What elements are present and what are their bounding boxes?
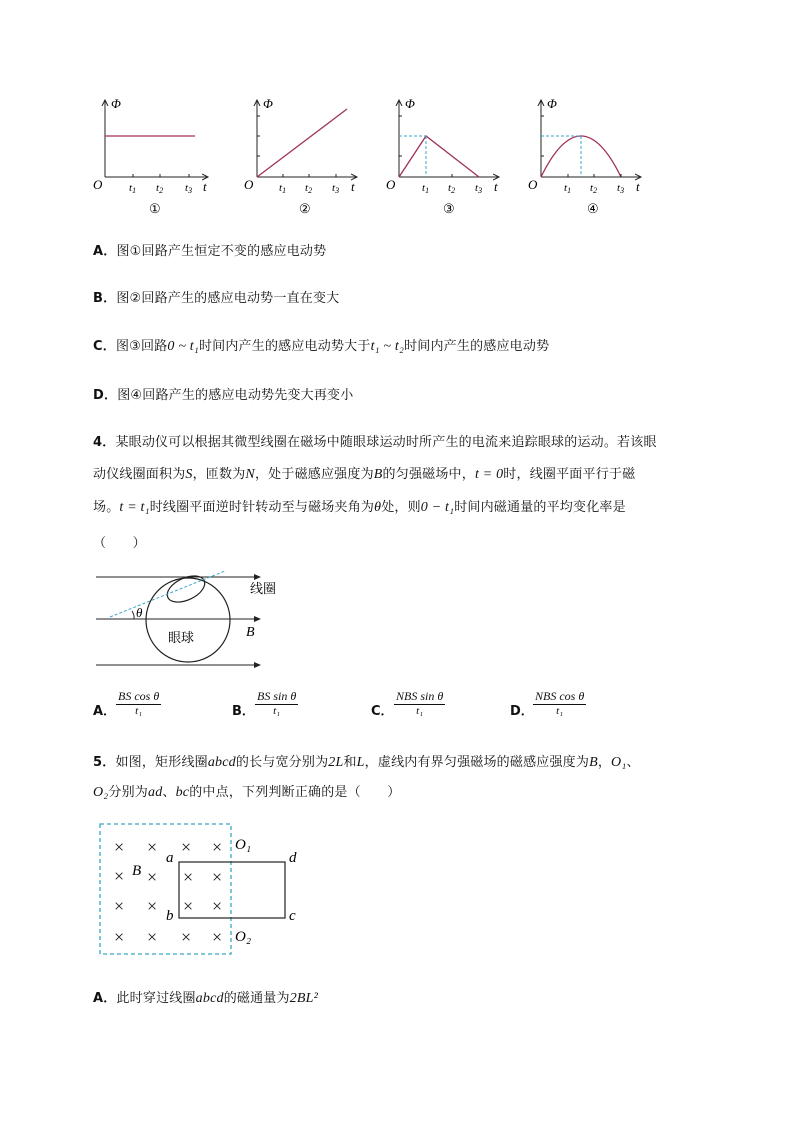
label-b: b	[166, 908, 174, 924]
svg-text:Φ: Φ	[547, 96, 557, 111]
coil-label: 线圈	[250, 581, 277, 596]
svg-text:×: ×	[212, 896, 223, 916]
svg-text:O: O	[528, 177, 538, 192]
svg-text:×: ×	[212, 837, 223, 857]
graph-1-origin: O	[93, 177, 103, 192]
coil-ellipse	[163, 571, 209, 608]
field-B-label: B	[246, 625, 255, 640]
svg-text:t: t	[636, 179, 640, 194]
graph-2-curve	[257, 109, 347, 177]
q5-stem-line-2: O₂分别为ad、bc的中点，下列判断正确的是（ ）	[93, 785, 401, 800]
q4-option-c[interactable]: C．	[371, 704, 394, 719]
svg-text:×: ×	[147, 837, 158, 857]
svg-text:×: ×	[114, 896, 125, 916]
graph-2	[244, 96, 357, 216]
graph-1-caption: ①	[149, 201, 161, 216]
graph-1	[93, 96, 208, 216]
graph-4-caption: ④	[587, 201, 599, 216]
q5-coil-figure	[96, 820, 316, 960]
svg-text:×: ×	[212, 927, 223, 947]
svg-text:×: ×	[183, 896, 194, 916]
eyeball-label: 眼球	[168, 630, 195, 645]
svg-text:×: ×	[114, 866, 125, 886]
theta-label: θ	[136, 605, 143, 620]
q4-option-a[interactable]: A．	[93, 704, 117, 719]
svg-text:t: t	[351, 179, 355, 194]
q4-option-b[interactable]: B．	[232, 704, 255, 719]
q4-stem-line-1: 4．某眼动仪可以根据其微型线圈在磁场中随眼球运动时所产生的电流来追踪眼球的运动。若该眼	[93, 435, 657, 450]
q4-option-d[interactable]: D．	[510, 704, 534, 719]
graph-3-caption: ③	[443, 201, 455, 216]
label-O1: O₁	[235, 837, 252, 853]
svg-text:t3: t3	[185, 182, 193, 195]
svg-text:t: t	[494, 179, 498, 194]
label-O2: O₂	[235, 929, 252, 945]
svg-text:t2: t2	[590, 182, 598, 195]
q4-option-a-frac: $\frac{\text{BS cos θ}}{\text{t₁}}$	[118, 689, 160, 717]
svg-text:t1: t1	[422, 182, 430, 195]
graph-3-curve	[399, 136, 479, 177]
svg-text:×: ×	[114, 837, 125, 857]
label-c: c	[289, 908, 296, 924]
svg-text:t1: t1	[564, 182, 572, 195]
q4-eyeball-figure	[90, 565, 290, 675]
graph-1-y-label: Φ	[111, 96, 121, 111]
q4-option-c-frac: NBS sin θ t₁	[396, 689, 444, 717]
q3-option-a[interactable]: A．图①回路产生恒定不变的感应电动势	[93, 244, 327, 259]
svg-text:×: ×	[212, 867, 223, 887]
svg-text:×: ×	[183, 867, 194, 887]
label-a: a	[166, 850, 174, 866]
q5-option-a[interactable]: A．此时穿过线圈abcd的磁通量为2BL²	[93, 991, 319, 1006]
svg-text:O: O	[244, 177, 254, 192]
label-d: d	[289, 850, 297, 866]
svg-text:t2: t2	[156, 182, 164, 195]
q4-answer-paren: （ ）	[93, 536, 146, 551]
svg-text:×: ×	[147, 867, 158, 887]
svg-text:Φ: Φ	[405, 96, 415, 111]
graph-2-caption: ②	[299, 201, 311, 216]
phi-t-graphs	[85, 92, 665, 222]
q3-option-c[interactable]: C．图③回路0 ~ t₁时间内产生的感应电动势大于t₁ ~ t₂时间内产生的感应电动势	[93, 339, 550, 354]
q4-stem-line-3: 场。t = t₁时线圈平面逆时针转动至与磁场夹角为θ处，则0 − t₁时间内磁通量的平均变化率是	[93, 500, 626, 515]
svg-text:×: ×	[181, 927, 192, 947]
q3-option-b[interactable]: B．图②回路产生的感应电动势一直在变大	[93, 291, 340, 306]
graph-1-x-label: t	[203, 179, 207, 194]
q5-stem-line-1: 5．如图，矩形线圈abcd的长与宽分别为2L和L，虚线内有界匀强磁场的磁感应强度为B，O₁、	[93, 755, 640, 770]
svg-text:t1: t1	[129, 182, 137, 195]
coil-abcd	[179, 862, 285, 918]
svg-text:O: O	[386, 177, 396, 192]
graph-4	[528, 96, 641, 216]
svg-text:t1: t1	[279, 182, 287, 195]
label-B: B	[132, 863, 142, 879]
svg-text:×: ×	[181, 837, 192, 857]
svg-text:t3: t3	[332, 182, 340, 195]
graph-3	[386, 96, 499, 216]
svg-text:t3: t3	[617, 182, 625, 195]
svg-text:t2: t2	[305, 182, 313, 195]
svg-text:t2: t2	[448, 182, 456, 195]
q3-option-d[interactable]: D．图④回路产生的感应电动势先变大再变小	[93, 388, 354, 403]
q4-stem-line-2: 动仪线圈面积为S，匝数为N，处于磁感应强度为B的匀强磁场中，t = 0时，线圈平面平行于磁	[93, 467, 636, 482]
q4-option-b-frac: $\frac{\text{BS sin θ}}{\text{t₁}}$	[257, 689, 297, 717]
svg-text:×: ×	[147, 896, 158, 916]
eyeball-circle	[146, 578, 230, 662]
svg-text:×: ×	[147, 927, 158, 947]
q4-option-d-frac: NBS cos θ t₁	[535, 689, 585, 717]
svg-text:t3: t3	[475, 182, 483, 195]
svg-text:Φ: Φ	[263, 96, 273, 111]
svg-text:×: ×	[114, 927, 125, 947]
